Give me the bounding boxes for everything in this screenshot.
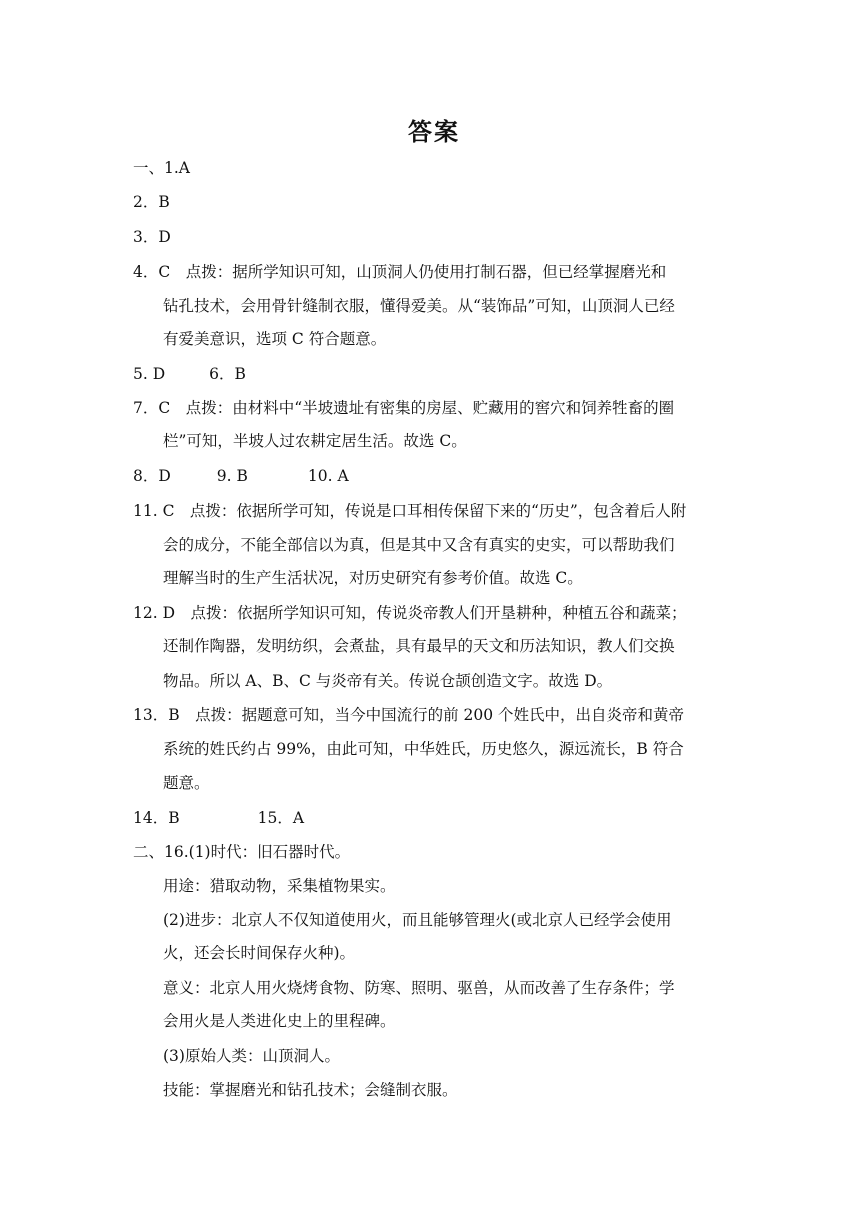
answer-line-1: 一、1.A bbox=[133, 159, 190, 177]
answer-line-16-2-cont: 火，还会长时间保存火种)。 bbox=[163, 944, 356, 962]
answer-line-12-cont-1: 还制作陶器，发明纺织，会煮盐，具有最早的天文和历法知识，教人们交换 bbox=[163, 637, 675, 655]
answer-line-13-cont-2: 题意。 bbox=[163, 774, 210, 792]
answer-line-12: 12. D 点拨：依据所学知识可知，传说炎帝教人们开垦耕种，种植五谷和蔬菜； bbox=[133, 604, 687, 622]
answer-line-4-cont-2: 有爱美意识，选项 C 符合题意。 bbox=[163, 330, 387, 348]
answer-10: 10. A bbox=[307, 467, 349, 485]
answer-6: 6．B bbox=[209, 365, 246, 383]
answer-line-16-3-skill: 技能：掌握磨光和钻孔技术；会缝制衣服。 bbox=[163, 1081, 458, 1099]
answer-line-11-cont-2: 理解当时的生产生活状况，对历史研究有参考价值。故选 C。 bbox=[163, 569, 583, 587]
answer-line-16-1-use: 用途：猎取动物，采集植物果实。 bbox=[163, 877, 396, 895]
answer-line-3: 3．D bbox=[133, 228, 171, 246]
answer-line-16-3: (3)原始人类：山顶洞人。 bbox=[163, 1047, 340, 1065]
answer-line-7-cont: 栏”可知，半坡人过农耕定居生活。故选 C。 bbox=[163, 432, 467, 450]
answer-line-16-1: 二、16.(1)时代：旧石器时代。 bbox=[133, 843, 351, 861]
answer-line-16-2: (2)进步：北京人不仅知道使用火，而且能够管理火(或北京人已经学会使用 bbox=[163, 911, 672, 929]
answer-15: 15．A bbox=[257, 809, 305, 827]
answer-14: 14．B bbox=[133, 809, 180, 827]
answer-line-14-15 bbox=[133, 808, 304, 828]
answer-line-5-6 bbox=[133, 364, 246, 384]
answer-5: 5. D bbox=[133, 365, 166, 383]
page-title: 答案 bbox=[408, 118, 460, 146]
answer-line-12-cont-2: 物品。所以 A、B、C 与炎帝有关。传说仓颉创造文字。故选 D。 bbox=[163, 672, 613, 690]
answer-line-2: 2．B bbox=[133, 193, 170, 211]
answer-line-8-10 bbox=[133, 466, 349, 486]
answer-line-4-cont-1: 钻孔技术，会用骨针缝制衣服，懂得爱美。从“装饰品”可知，山顶洞人已经 bbox=[163, 297, 675, 315]
answer-line-11-cont-1: 会的成分，不能全部信以为真，但是其中又含有真实的史实，可以帮助我们 bbox=[163, 536, 675, 554]
answer-line-13: 13．B 点拨：据题意可知，当今中国流行的前 200 个姓氏中，出自炎帝和黄帝 bbox=[133, 706, 685, 724]
answer-8: 8．D bbox=[133, 467, 171, 485]
answer-line-4: 4．C 点拨：据所学知识可知，山顶洞人仍使用打制石器，但已经掌握磨光和 bbox=[133, 263, 667, 281]
answer-line-7: 7．C 点拨：由材料中“半坡遗址有密集的房屋、贮藏用的窖穴和饲养牲畜的圈 bbox=[133, 399, 675, 417]
answer-line-13-cont-1: 系统的姓氏约占 99%，由此可知，中华姓氏，历史悠久，源远流长，B 符合 bbox=[163, 740, 684, 758]
answer-9: 9. B bbox=[216, 467, 248, 485]
answer-line-11: 11. C 点拨：依据所学可知，传说是口耳相传保留下来的“历史”，包含着后人附 bbox=[133, 502, 687, 520]
answer-line-16-2-meaning-cont: 会用火是人类进化史上的里程碑。 bbox=[163, 1012, 396, 1030]
answer-line-16-2-meaning: 意义：北京人用火烧烤食物、防寒、照明、驱兽，从而改善了生存条件；学 bbox=[163, 979, 675, 997]
